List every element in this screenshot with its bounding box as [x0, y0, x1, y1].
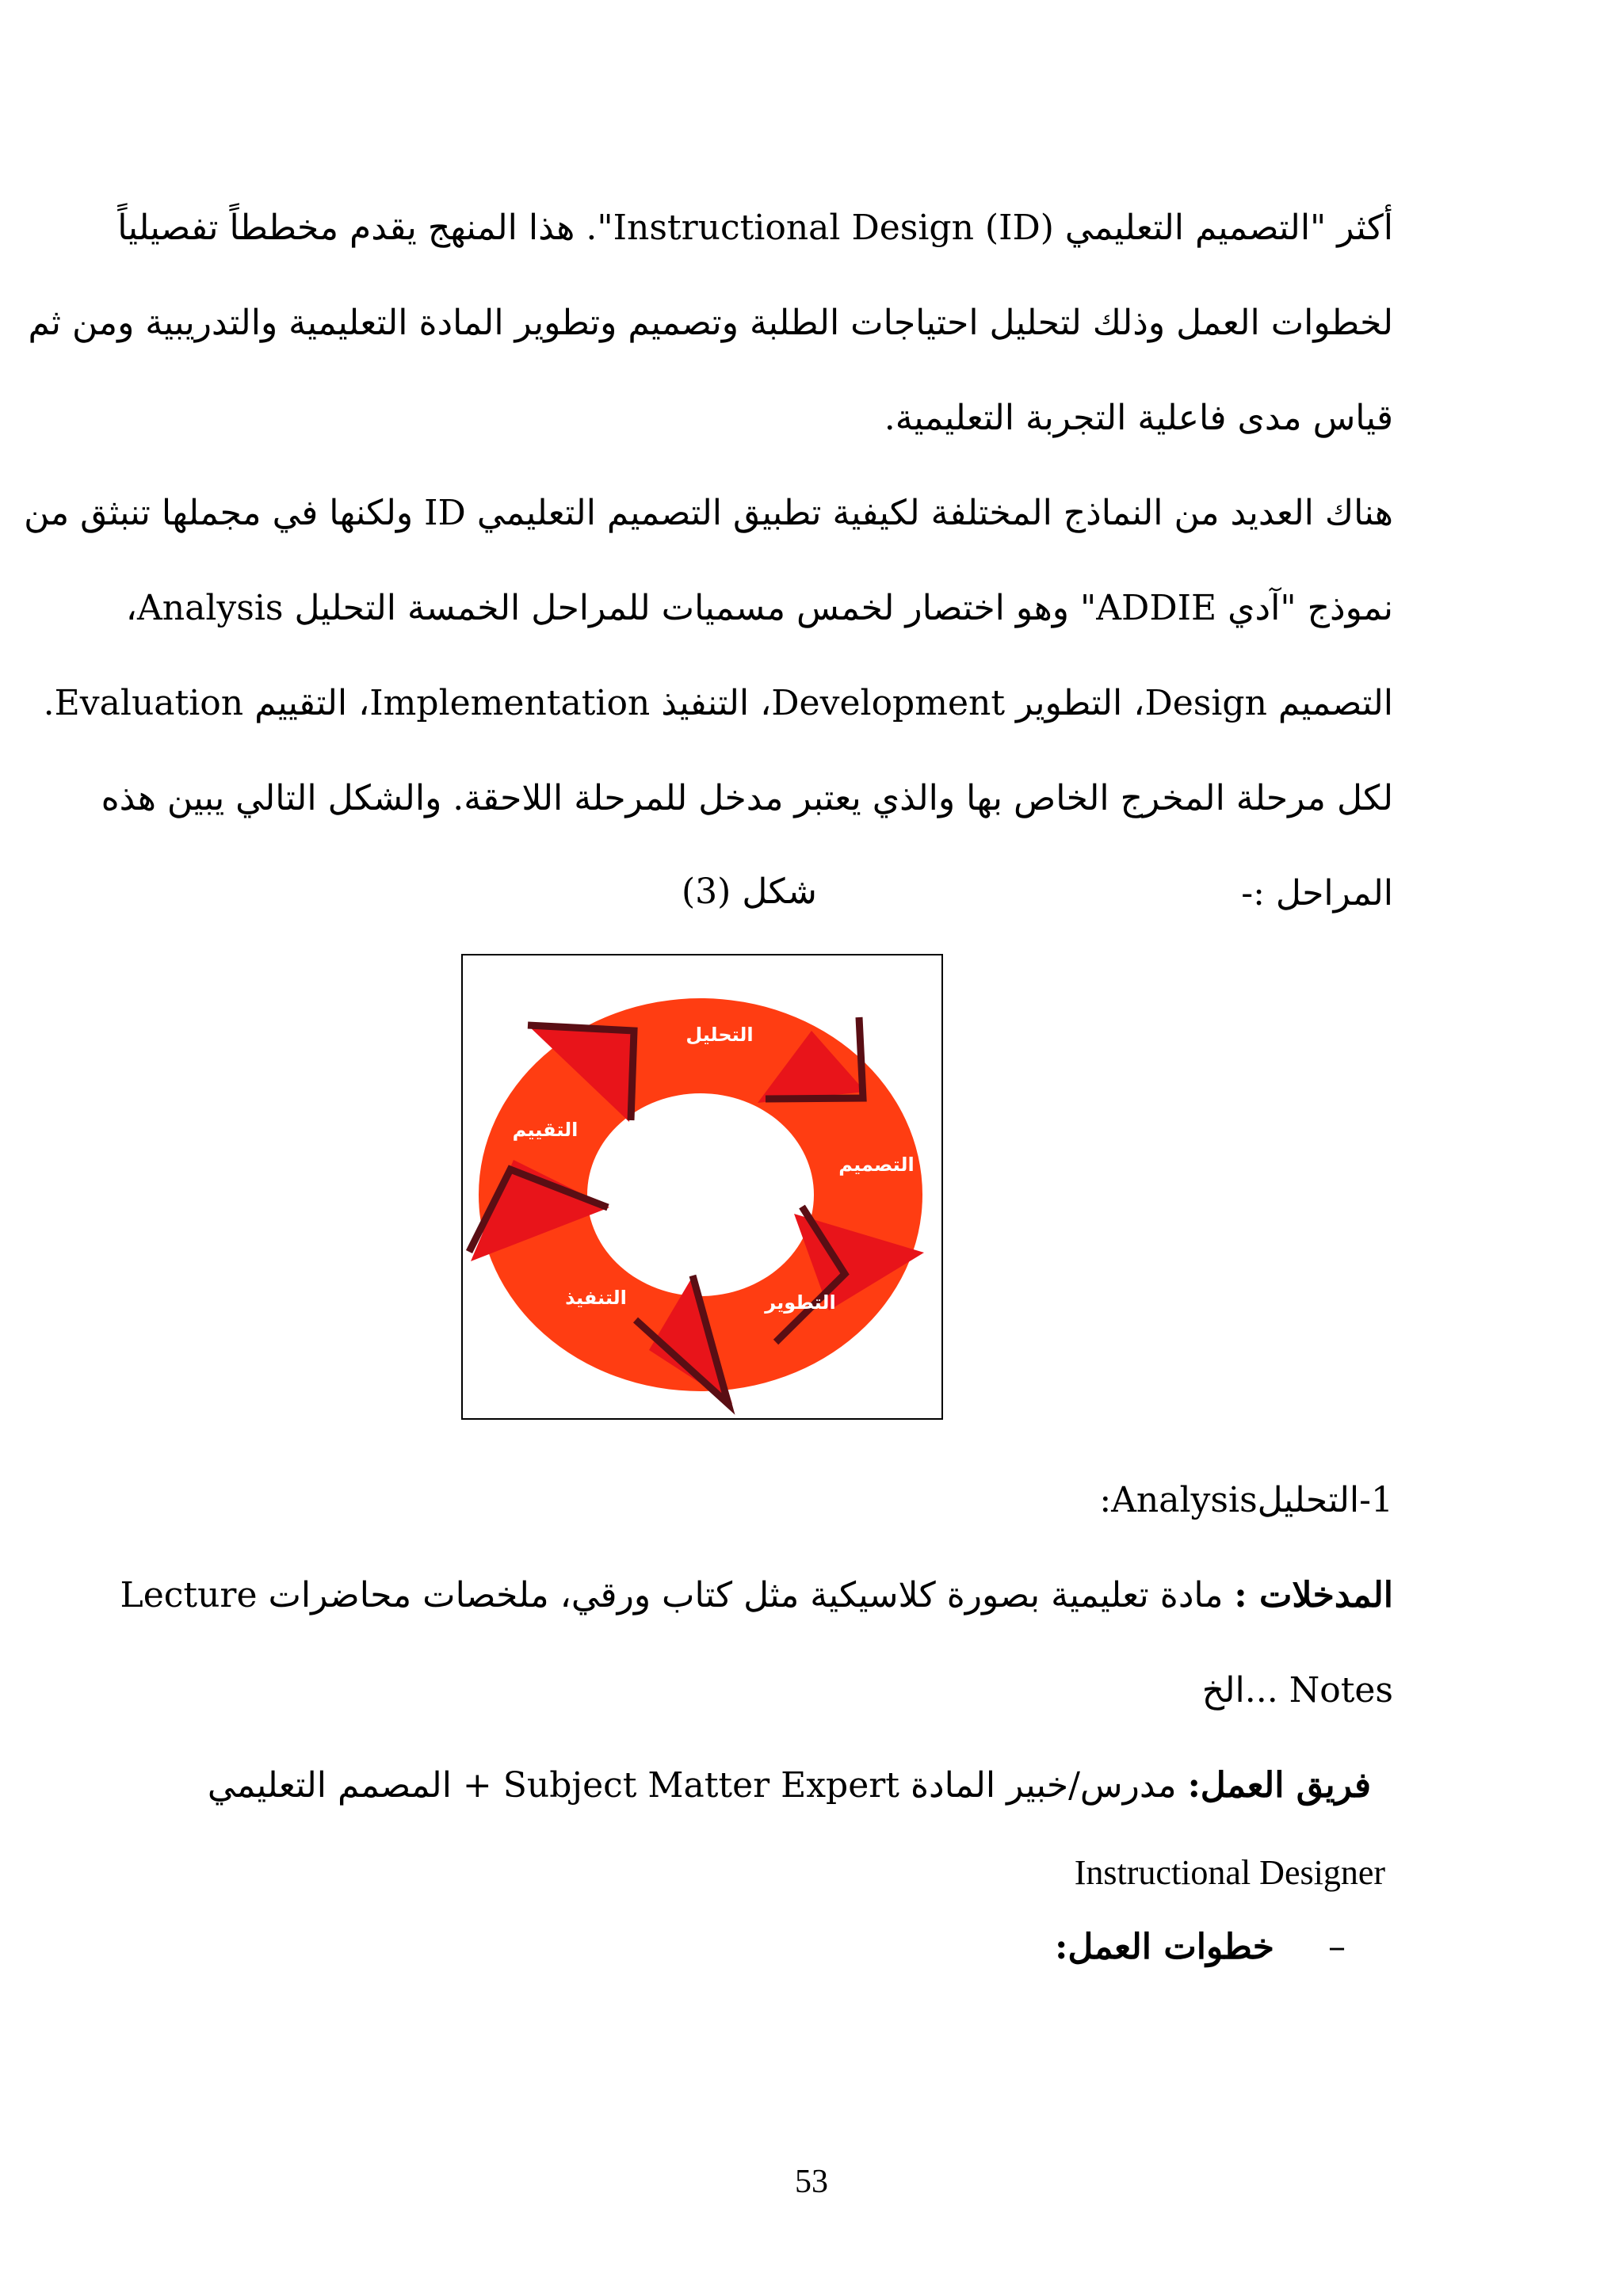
team-line [208, 1762, 1371, 1810]
text-line: التصميم Design، التطوير Development، التنفيذ Implementation، التقييم Evaluation. [43, 683, 1393, 723]
label-analysis: التحليل [685, 1024, 754, 1046]
text-line: أكثر "التصميم التعليمي (Instructional Design (ID". هذا المنهج يقدم مخططاً تفصيلياً [117, 208, 1393, 248]
text-line: المراحل :- [1241, 873, 1393, 913]
section-heading-analysis: 1-التحليلAnalysis: [1099, 1480, 1393, 1520]
addie-cycle-diagram [463, 955, 941, 1418]
text-line: لخطوات العمل وذلك لتحليل احتياجات الطلبة وتصميم وتطوير المادة التعليمية والتدريبية ومن ثم [28, 303, 1393, 343]
label-evaluation: التقييم [512, 1119, 579, 1141]
figure-caption: شكل (3) [682, 871, 817, 912]
label-implementation: التنفيذ [565, 1287, 627, 1309]
text-line: نموذج "آدي ADDIE" وهو اختصار لخمس مسميات للمراحل الخمسة التحليل Analysis، [125, 588, 1393, 628]
addie-cycle-figure [461, 954, 943, 1420]
team-text: مدرس/خبير المادة Subject Matter Expert + المصمم التعليمي [207, 1765, 1177, 1806]
steps-label: خطوات العمل: [1055, 1927, 1274, 1967]
inputs-label: المدخلات : [1234, 1575, 1393, 1615]
team-label: فريق العمل: [1187, 1765, 1371, 1806]
text-line: لكل مرحلة المخرج الخاص بها والذي يعتبر مدخل للمرحلة اللاحقة. والشكل التالي يبين هذه [101, 778, 1393, 818]
inputs-line [120, 1572, 1393, 1619]
steps-dash: – [1328, 1927, 1346, 1967]
inputs-text: مادة تعليمية بصورة كلاسيكية مثل كتاب ورقي، ملخصات محاضرات Lecture [120, 1575, 1224, 1615]
inputs-line-2: Notes ...الخ [1201, 1670, 1393, 1711]
team-line-2: Instructional Designer [1074, 1853, 1385, 1892]
label-development: التطوير [765, 1291, 836, 1314]
page-number: 53 [795, 2164, 828, 2200]
label-design: التصميم [838, 1154, 915, 1176]
text-line: قياس مدى فاعلية التجربة التعليمية. [884, 398, 1393, 438]
steps-line [1055, 1924, 1346, 1971]
text-line: هناك العديد من النماذج المختلفة لكيفية تطبيق التصميم التعليمي ID ولكنها في مجملها تنبثق من [24, 493, 1393, 533]
